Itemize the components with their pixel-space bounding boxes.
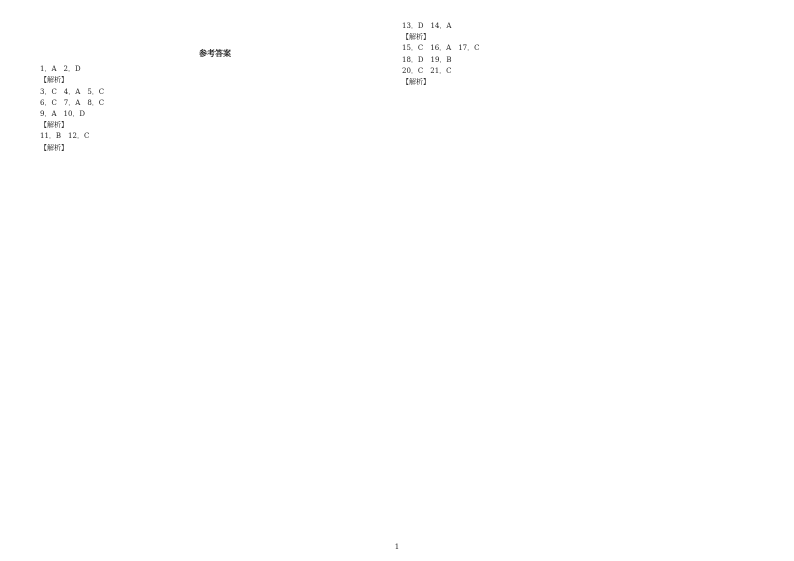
left-paragraphs	[40, 64, 390, 153]
answer-paragraph: 【解析】	[402, 78, 430, 87]
answer-paragraph: 18．D 19．B	[402, 55, 452, 64]
answer-paragraph: 6．C 7．A 8．C	[40, 98, 105, 107]
answer-paragraph: 【解析】	[40, 76, 68, 85]
right-paragraphs	[402, 21, 752, 87]
answer-paragraph: 13．D 14．A	[402, 22, 452, 30]
left-column	[40, 20, 390, 154]
page-number: 1	[394, 543, 400, 551]
right-column	[402, 20, 752, 88]
answer-paragraph: 【解析】	[40, 143, 68, 152]
answer-paragraph: 15．C 16．A 17．C	[402, 44, 480, 53]
answer-paragraph: 20．C 21．C	[402, 66, 452, 75]
answer-paragraph: 11．B 12．C	[40, 132, 90, 141]
answer-paragraph: 1．A 2．D	[40, 65, 81, 74]
answer-paragraph: 【解析】	[40, 121, 68, 130]
answer-paragraph: 【解析】	[402, 33, 430, 42]
page-title: 参考答案	[199, 48, 231, 58]
answer-paragraph: 9．A 10．D	[40, 110, 86, 119]
answer-paragraph: 3．C 4．A 5．C	[40, 87, 105, 96]
